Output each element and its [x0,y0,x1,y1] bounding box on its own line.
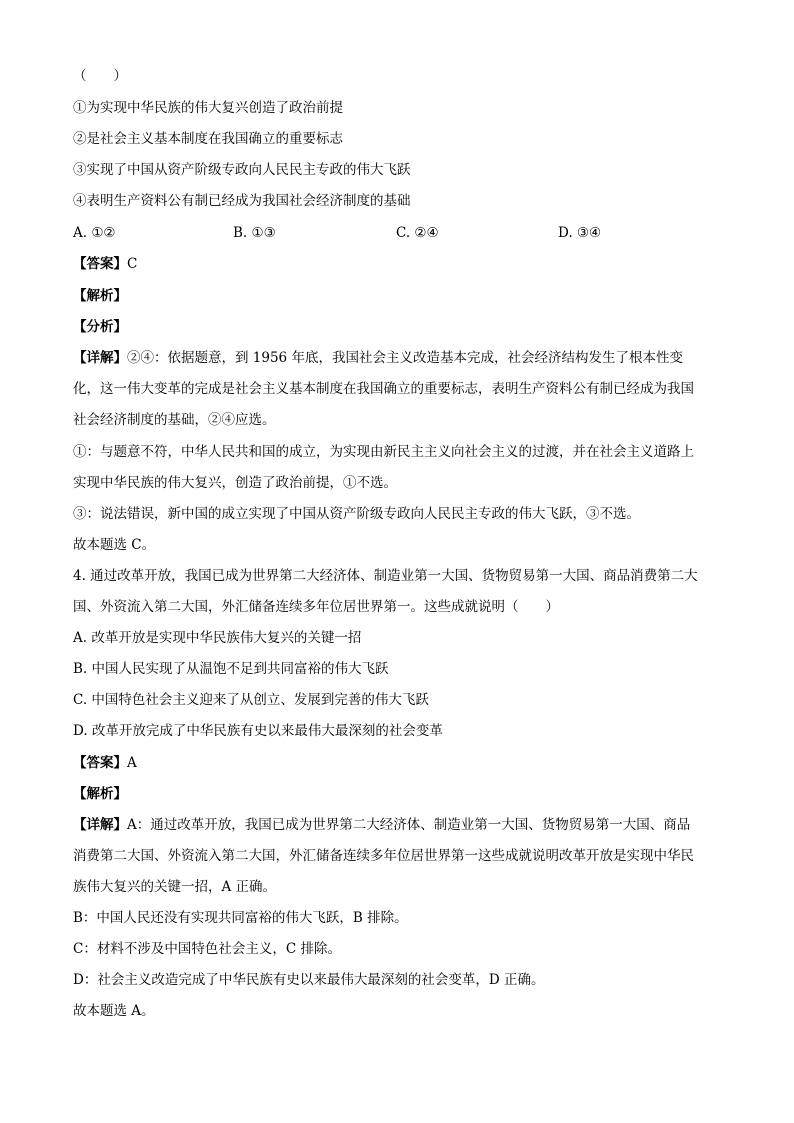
q3-option-a: A. ①② [73,225,116,241]
q4-answer-label: 【答案】 [73,755,127,771]
q4-detail-line-1 [73,815,690,835]
q3-detail-line-4: ①：与题意不符，中华人民共和国的成立，为实现由新民主主义向社会主义的过渡，并在社会主义道路上 [73,444,694,460]
q3-detail-line-5: 实现中华民族的伟大复兴，创造了政治前提，①不选。 [73,475,397,491]
q3-detail-line-1 [73,348,683,368]
q3-detail-text-1: ②④：依据题意，到 1956 年底，我国社会主义改造基本完成，社会经济结构发生了根本性变 [127,350,683,366]
q3-option-b: B. ①③ [233,225,276,241]
q3-conclusion: 故本题选 C。 [73,537,156,553]
q4-option-a: A. 改革开放是实现中华民族伟大复兴的关键一招 [73,630,362,646]
q4-option-b: B. 中国人民实现了从温饱不足到共同富裕的伟大飞跃 [73,661,389,677]
q3-detail-line-2: 化，这一伟大变革的完成是社会主义基本制度在我国确立的重要标志，表明生产资料公有制已经成为我国 [73,381,694,397]
q4-answer-value: A [127,755,137,771]
q4-option-d: D. 改革开放完成了中华民族有史以来最伟大最深刻的社会变革 [73,723,443,739]
q4-conclusion: 故本题选 A。 [73,1003,155,1019]
q3-item-3: ③实现了中国从资产阶级专政向人民民主专政的伟大飞跃 [73,162,411,178]
q4-detail-line-6: D：社会主义改造完成了中华民族有史以来最伟大最深刻的社会变革，D 正确。 [73,972,545,988]
q3-item-4: ④表明生产资料公有制已经成为我国社会经济制度的基础 [73,193,411,209]
q3-stem-tail: （ ） [73,68,127,84]
q4-stem-line-1: 4. 通过改革开放，我国已成为世界第二大经济体、制造业第一大国、货物贸易第一大国、商品消费第二大 [73,568,698,584]
q3-analysis-label: 【解析】 [73,288,127,304]
q3-item-2: ②是社会主义基本制度在我国确立的重要标志 [73,131,343,147]
q4-detail-line-3: 族伟大复兴的关键一招，A 正确。 [73,879,277,895]
q3-detail-label: 【详解】 [73,350,127,366]
q4-detail-line-2: 消费第二大国、外资流入第二大国，外汇储备连续多年位居世界第一这些成就说明改革开放是实现中华民 [73,848,694,864]
q4-detail-line-5: C：材料不涉及中国特色社会主义，C 排除。 [73,941,341,957]
q3-option-d: D. ③④ [558,225,602,241]
q3-item-1: ①为实现中华民族的伟大复兴创造了政治前提 [73,100,343,116]
q3-answer-label: 【答案】 [73,256,127,272]
q4-detail-label: 【详解】 [73,817,127,833]
q4-detail-text-1: A：通过改革开放，我国已成为世界第二大经济体、制造业第一大国、货物贸易第一大国、商品 [127,817,691,833]
q4-analysis-label: 【解析】 [73,786,127,802]
q3-detail-line-6: ③：说法错误，新中国的成立实现了中国从资产阶级专政向人民民主专政的伟大飞跃，③不选。 [73,506,640,522]
q3-answer-value: C [127,256,138,272]
q3-option-c: C. ②④ [396,225,439,241]
q4-option-c: C. 中国特色社会主义迎来了从创立、发展到完善的伟大飞跃 [73,692,429,708]
q3-detail-line-3: 社会经济制度的基础，②④应选。 [73,412,276,428]
q3-fenxi-label: 【分析】 [73,319,127,335]
q3-answer [73,254,137,274]
q4-detail-line-4: B：中国人民还没有实现共同富裕的伟大飞跃，B 排除。 [73,910,408,926]
q4-answer [73,753,137,773]
q4-stem-line-2: 国、外资流入第二大国，外汇储备连续多年位居世界第一。这些成就说明（ ） [73,599,559,615]
